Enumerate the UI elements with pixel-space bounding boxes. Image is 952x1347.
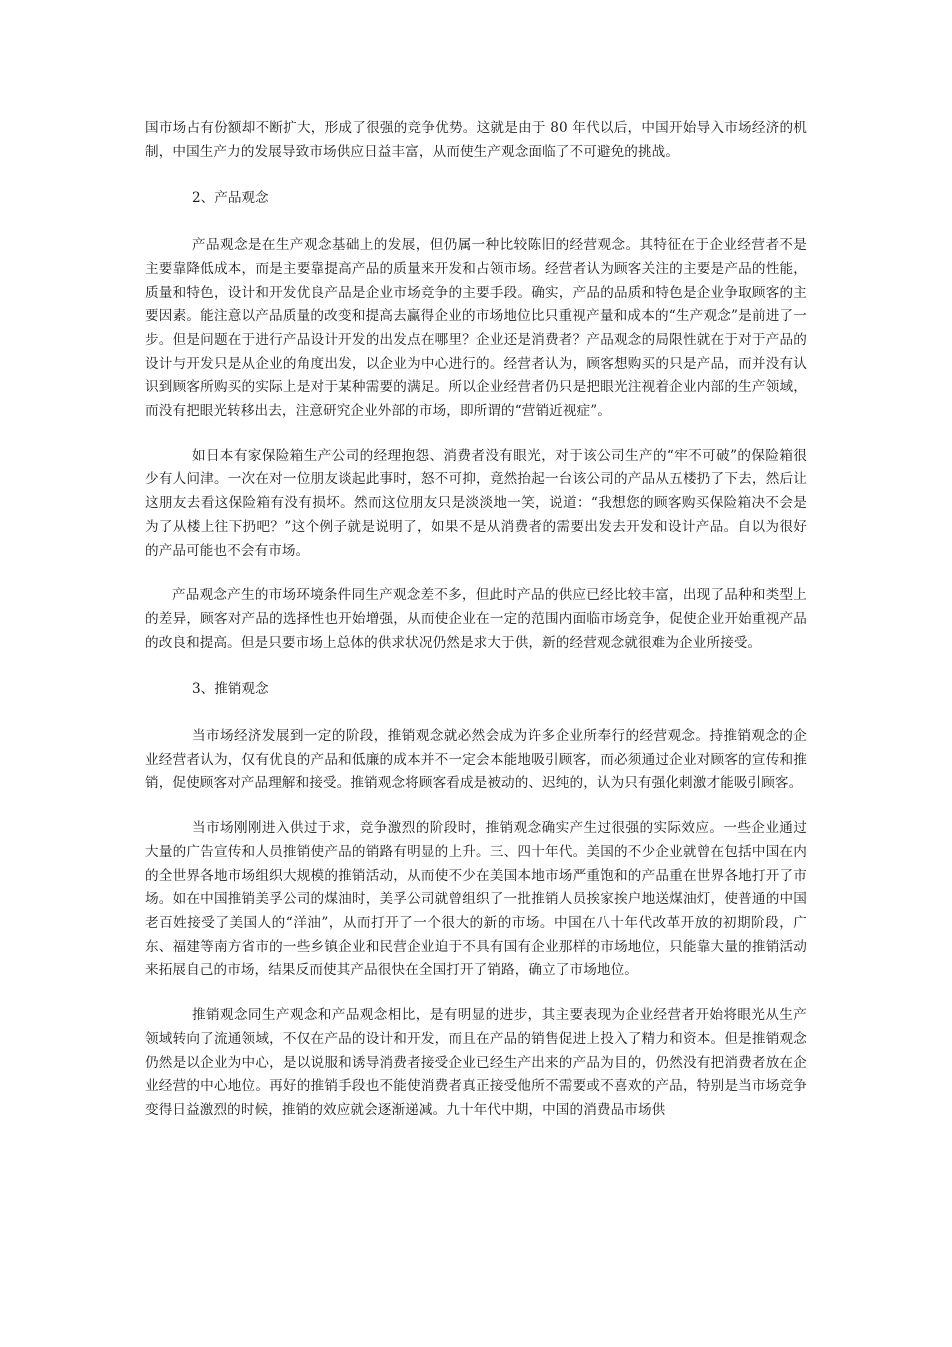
paragraph-gap <box>145 211 807 234</box>
paragraph-gap <box>145 655 807 678</box>
paragraph-market-environment: 产品观念产生的市场环境条件同生产观念差不多，但此时产品的供应已经比较丰富，出现了品种和类型上的差异，顾客对产品的选择性也开始增强，从而使企业在一定的范围内面临市场竞争，促使企业开始重视产品的改良和提高。但是只要市场上总体的供求状况仍然是求大于供，新的经营观念就很难为企业所接受。 <box>145 587 807 651</box>
paragraph-selling-comparison: 推销观念同生产观念和产品观念相比，是有明显的进步，其主要表现为企业经营者开始将眼光从生产领域转向了流通领域，不仅在产品的设计和开发，而且在产品的销售促进上投入了精力和资本。但是推销观念仍然是以企业为中心，是以说服和诱导消费者接受企业已经生产出来的产品为目的，仍然没有把消费者放在企业经营的中心地位。再好的推销手段也不能使消费者真正接受他所不需要或不喜欢的产品，特别是当市场竞争变得日益激烈的时候，推销的效应就会逐渐递减。九十年代中期，中国的消费品市场供 <box>145 1007 807 1118</box>
paragraph-gap <box>145 563 807 584</box>
document-body <box>145 117 807 1123</box>
paragraph-safe-example: 如日本有家保险箱生产公司的经理抱怨、消费者没有眼光，对于该公司生产的“牢不可破”的保险箱很少有人问津。一次在对一位朋友谈起此事时，怒不可抑，竟然抬起一台该公司的产品从五楼扔了下去，然后让这朋友去看这保险箱有没有损坏。然而这位朋友只是淡淡地一笑，说道：“我想您的顾客购买保险箱决不会是为了从楼上往下扔吧？”这个例子就是说明了，如果不是从消费者的需要出发去开发和设计产品。自以为很好的产品可能也不会有市场。 <box>145 447 807 559</box>
paragraph-gap <box>145 702 807 725</box>
paragraph-selling-effect: 当市场刚刚进入供过于求，竞争激烈的阶段时，推销观念确实产生过很强的实际效应。一些企业通过大量的广告宣传和人员推销使产品的销路有明显的上升。三、四十年代。美国的不少企业就曾在包括中国在内的全世界各地市场组织大规模的推销活动，从而使不少在美国本地市场严重饱和的产品重在世界各地打开了市场。如在中国推销美孚公司的煤油时，美孚公司就曾组织了一批推销人员挨家挨户地送煤油灯，使普通的中国老百姓接受了美国人的“洋油”，从而打开了一个很大的新的市场。中国在八十年代改革开放的初期阶段，广东、福建等南方省市的一些乡镇企业和民营企业迫于不具有国有企业那样的市场地位，只能靠大量的推销活动来拓展自己的市场，结果反而使其产品很快在全国打开了销路，确立了市场地位。 <box>145 820 807 979</box>
paragraph-continuation: 国市场占有份额却不断扩大，形成了很强的竞争优势。这就是由于 80 年代以后，中国开始导入市场经济的机制，中国生产力的发展导致市场供应日益丰富，从而使生产观念面临了不可避免的挑战。 <box>145 120 807 160</box>
section-heading-selling-concept: 3、推销观念 <box>192 681 269 698</box>
section-heading-product-concept: 2、产品观念 <box>192 190 269 207</box>
paragraph-product-concept-definition: 产品观念是在生产观念基础上的发展，但仍属一种比较陈旧的经营观念。其特征在于企业经营者不是主要靠降低成本，而是主要靠提高产品的质量来开发和占领市场。经营者认为顾客关注的主要是产品的性能，质量和特色，设计和开发优良产品是企业市场竞争的主要手段。确实，产品的品质和特色是企业争取顾客的主要因素。能注意以产品质量的改变和提高去赢得企业的市场地位比只重视产量和成本的“生产观念”是前进了一步。但是问题在于进行产品设计开发的出发点在哪里？企业还是消费者？产品观念的局限性就在于对于产品的设计与开发只是从企业的角度出发，以企业为中心进行的。经营者认为，顾客想购买的只是产品，而并没有认识到顾客所购买的实际上是对于某种需要的满足。所以企业经营者仍只是把眼光注视着企业内部的生产领域，而没有把眼光转移出去，注意研究企业外部的市场，即所谓的“营销近视症”。 <box>145 237 807 420</box>
paragraph-gap <box>145 424 807 445</box>
paragraph-gap <box>145 164 807 187</box>
paragraph-selling-concept-definition: 当市场经济发展到一定的阶段，推销观念就必然会成为许多企业所奉行的经营观念。持推销观念的企业经营者认为，仅有优良的产品和低廉的成本并不一定会本能地吸引顾客，而必须通过企业对顾客的宣传和推销，促使顾客对产品理解和接受。推销观念将顾客看成是被动的、迟纯的，认为只有强化刺激才能吸引顾客。 <box>145 728 807 792</box>
paragraph-gap <box>145 983 807 1004</box>
paragraph-gap <box>145 796 807 817</box>
